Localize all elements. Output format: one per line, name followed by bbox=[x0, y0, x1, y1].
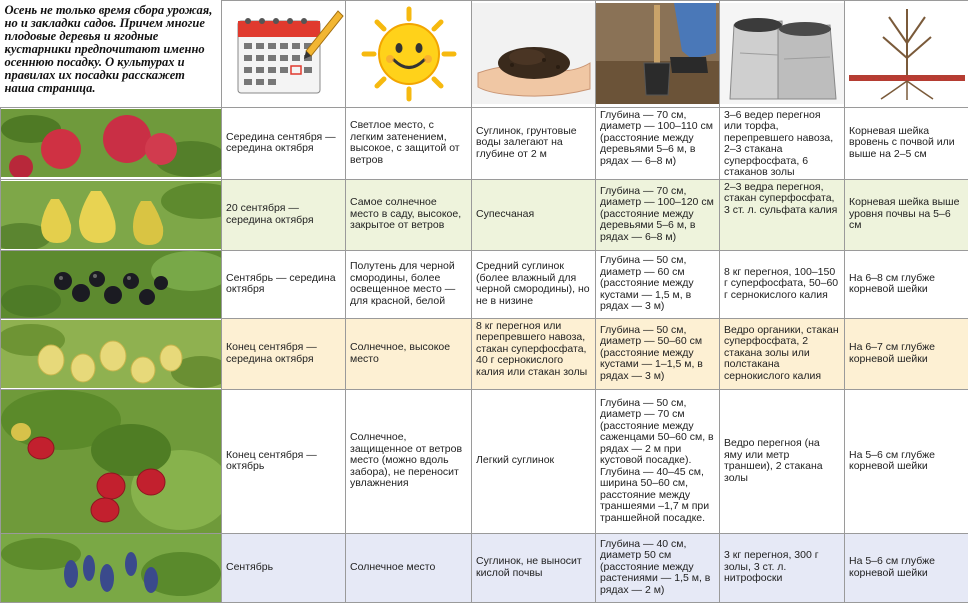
fertilizer-cell: 8 кг перегноя, 100–150 г суперфосфата, 50–60 г сернокислого калия bbox=[720, 250, 845, 318]
soil-cell: Суглинок, не выносит кислой почвы bbox=[472, 533, 596, 602]
time-cell: Конец сентября — середина октября bbox=[222, 318, 346, 389]
plant-photo-apple bbox=[1, 107, 222, 179]
light-cell: Полутень для черной смородины, более освещенное место — для красной, белой bbox=[346, 250, 472, 318]
fertilizer-bags-icon bbox=[720, 3, 845, 104]
table-row bbox=[1, 389, 968, 533]
header-soil bbox=[472, 1, 596, 108]
header-light bbox=[346, 1, 472, 108]
intro-text: Осень не только время сбора урожая, но и закладки садов. Причем многие плодовые деревья и ягодные кустарники предпочитают именно осеннюю посадку. О культурах и правилах их посадки расскажет наша страница. bbox=[4, 2, 213, 95]
header-planting-time bbox=[222, 1, 346, 108]
header-fertilizer bbox=[720, 1, 845, 108]
soil-cell: Суглинок, грунтовые воды залегают на глубине от 2 м bbox=[472, 107, 596, 179]
intro-cell bbox=[1, 1, 222, 108]
blackcurrant-photo bbox=[1, 251, 222, 318]
pit-cell: Глубина — 40 см, диаметр 50 см (расстояние между растениями — 1,5 м, в рядах — 2 м) bbox=[596, 533, 720, 602]
plant-photo-blackcurrant bbox=[1, 250, 222, 318]
table-row bbox=[1, 179, 968, 250]
fertilizer-cell: 3 кг перегноя, 300 г золы, 3 ст. л. нитрофоски bbox=[720, 533, 845, 602]
honeysuckle-photo bbox=[1, 534, 222, 602]
soil-cell: Легкий суглинок bbox=[472, 389, 596, 533]
root-collar-cell: Корневая шейка выше уровня почвы на 5–6 см bbox=[845, 179, 968, 250]
pit-cell: Глубина — 50 см, диаметр — 70 см (расстояние между саженцами 50–60 см, в рядах — 2 м при кустовой посадке). Глубина — 40–45 см, ширина 50–60 см, расстояние между траншеями –1,7 м при траншейной посадке. bbox=[596, 389, 720, 533]
pit-cell: Глубина — 70 см, диаметр — 100–110 см (расстояние между деревьями 5–6 м, в рядах — 6–8 м) bbox=[596, 107, 720, 179]
plant-photo-honeysuckle bbox=[1, 533, 222, 602]
shovel-digging-icon bbox=[596, 3, 720, 104]
raspberry-photo bbox=[1, 390, 222, 533]
root-collar-cell: На 5–6 см глубже корневой шейки bbox=[845, 533, 968, 602]
plant-photo-gooseberry bbox=[1, 318, 222, 389]
header-row bbox=[1, 1, 968, 108]
gooseberry-photo bbox=[1, 320, 222, 388]
table-row bbox=[1, 318, 968, 389]
soil-in-hand-icon bbox=[472, 3, 596, 104]
calendar-icon bbox=[222, 3, 346, 104]
pit-cell: Глубина — 50 см, диаметр — 60 см (расстояние между кустами — 1,5 м, в рядах — 3 м) bbox=[596, 250, 720, 318]
time-cell: Конец сентября — октябрь bbox=[222, 389, 346, 533]
root-collar-cell: На 5–6 см глубже корневой шейки bbox=[845, 389, 968, 533]
soil-cell: 8 кг перегноя или перепревшего навоза, стакан суперфосфата, 40 г сернокислого калия или стакан золы bbox=[472, 318, 596, 389]
pit-cell: Глубина — 70 см, диаметр — 100–120 см (расстояние между деревьями 5–6 м, в рядах — 6–8 м) bbox=[596, 179, 720, 250]
time-cell: Середина сентября — середина октября bbox=[222, 107, 346, 179]
root-collar-cell: На 6–7 см глубже корневой шейки bbox=[845, 318, 968, 389]
root-collar-cell: На 6–8 см глубже корневой шейки bbox=[845, 250, 968, 318]
plant-photo-pear bbox=[1, 179, 222, 250]
pit-cell: Глубина — 50 см, диаметр — 50–60 см (расстояние между кустами — 1–1,5 м, в рядах — 3 м) bbox=[596, 318, 720, 389]
light-cell: Солнечное место bbox=[346, 533, 472, 602]
table-row bbox=[1, 533, 968, 602]
root-collar-cell: Корневая шейка вровень с почвой или выше на 2–5 см bbox=[845, 107, 968, 179]
table-row bbox=[1, 107, 968, 179]
plant-photo-raspberry bbox=[1, 389, 222, 533]
soil-cell: Супесчаная bbox=[472, 179, 596, 250]
light-cell: Самое солнечное место в саду, высокое, закрытое от ветров bbox=[346, 179, 472, 250]
sun-icon bbox=[346, 3, 472, 104]
time-cell: Сентябрь bbox=[222, 533, 346, 602]
light-cell: Солнечное, защищенное от ветров место (можно вдоль забора), не переносит увлажнения bbox=[346, 389, 472, 533]
pear-tree-photo bbox=[1, 181, 222, 249]
fertilizer-cell: Ведро органики, стакан суперфосфата, 2 стакана золы или полстакана сернокислого калия bbox=[720, 318, 845, 389]
fertilizer-cell: 3–6 ведер перегноя или торфа, перепревшего навоза, 2–3 стакана суперфосфата, 6 стаканов золы bbox=[720, 107, 845, 179]
time-cell: Сентябрь — середина октября bbox=[222, 250, 346, 318]
table-row bbox=[1, 250, 968, 318]
fertilizer-cell: 2–3 ведра перегноя, стакан суперфосфата, 3 ст. л. сульфата калия bbox=[720, 179, 845, 250]
light-cell: Светлое место, с легким затенением, высокое, с защитой от ветров bbox=[346, 107, 472, 179]
soil-cell: Средний суглинок (более влажный для черной смородины), но не в низине bbox=[472, 250, 596, 318]
time-cell: 20 сентября — середина октября bbox=[222, 179, 346, 250]
header-root-collar bbox=[845, 1, 968, 108]
planted-sapling-icon bbox=[845, 3, 968, 104]
light-cell: Солнечное, высокое место bbox=[346, 318, 472, 389]
apple-tree-photo bbox=[1, 109, 222, 177]
fertilizer-cell: Ведро перегноя (на яму или метр траншеи), 2 стакана золы bbox=[720, 389, 845, 533]
header-pit bbox=[596, 1, 720, 108]
